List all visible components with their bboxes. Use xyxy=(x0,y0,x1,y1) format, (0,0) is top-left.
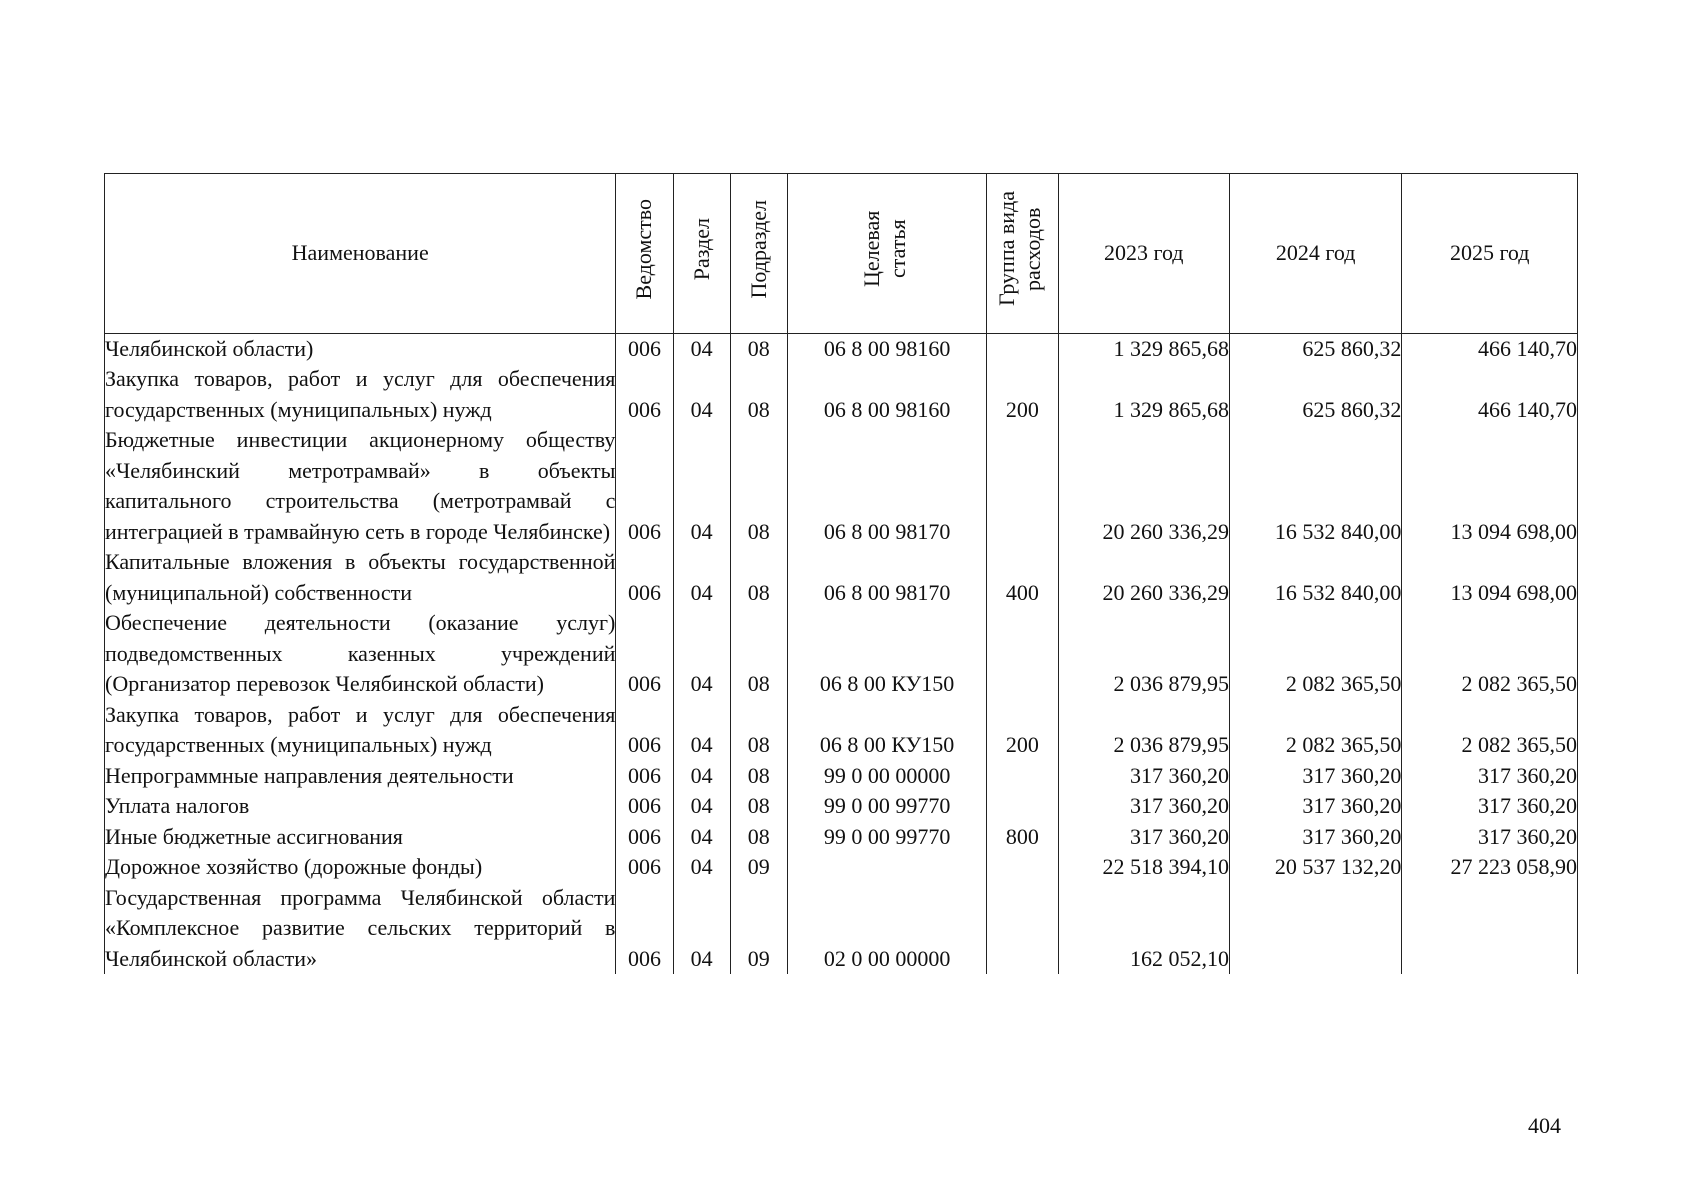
row-dept: 006 xyxy=(616,852,673,883)
row-section: 04 xyxy=(673,608,730,700)
header-dept: Ведомство xyxy=(616,174,673,334)
row-name: Государственная программа Челябинской области «Комплексное развитие сельских территорий в Челябинской области» xyxy=(105,883,616,975)
row-subsection: 08 xyxy=(730,333,787,364)
row-target: 06 8 00 КУ150 xyxy=(787,608,987,700)
budget-table xyxy=(104,173,1578,974)
row-amount-2023: 1 329 865,68 xyxy=(1058,333,1229,364)
row-amount-2023: 317 360,20 xyxy=(1058,791,1229,822)
row-expense-group: 200 xyxy=(987,364,1058,425)
row-amount-2024: 625 860,32 xyxy=(1229,333,1401,364)
row-dept: 006 xyxy=(616,822,673,853)
row-dept: 006 xyxy=(616,761,673,792)
row-dept: 006 xyxy=(616,364,673,425)
row-name: Челябинской области) xyxy=(105,333,616,364)
row-expense-group xyxy=(987,425,1058,547)
table-row xyxy=(105,608,1578,700)
table-row xyxy=(105,364,1578,425)
table-header-row xyxy=(105,174,1578,334)
row-expense-group: 400 xyxy=(987,547,1058,608)
row-amount-2023: 20 260 336,29 xyxy=(1058,547,1229,608)
row-name: Непрограммные направления деятельности xyxy=(105,761,616,792)
row-amount-2025: 317 360,20 xyxy=(1402,822,1578,853)
row-amount-2025: 317 360,20 xyxy=(1402,791,1578,822)
row-amount-2023: 317 360,20 xyxy=(1058,822,1229,853)
table-row xyxy=(105,761,1578,792)
header-2025: 2025 год xyxy=(1402,174,1578,334)
table-row xyxy=(105,822,1578,853)
row-amount-2023: 1 329 865,68 xyxy=(1058,364,1229,425)
header-name: Наименование xyxy=(105,174,616,334)
header-target: Целевая статья xyxy=(787,174,987,334)
row-dept: 006 xyxy=(616,883,673,975)
row-amount-2025: 317 360,20 xyxy=(1402,761,1578,792)
row-amount-2024: 2 082 365,50 xyxy=(1229,608,1401,700)
row-expense-group xyxy=(987,608,1058,700)
row-section: 04 xyxy=(673,761,730,792)
row-amount-2025: 466 140,70 xyxy=(1402,364,1578,425)
table-row xyxy=(105,883,1578,975)
row-dept: 006 xyxy=(616,791,673,822)
row-amount-2025: 27 223 058,90 xyxy=(1402,852,1578,883)
row-expense-group: 800 xyxy=(987,822,1058,853)
row-amount-2023: 317 360,20 xyxy=(1058,761,1229,792)
row-name: Иные бюджетные ассигнования xyxy=(105,822,616,853)
table-row xyxy=(105,791,1578,822)
row-target: 02 0 00 00000 xyxy=(787,883,987,975)
row-expense-group: 200 xyxy=(987,700,1058,761)
row-target: 06 8 00 98170 xyxy=(787,425,987,547)
header-expense-group: Группа вида расходов xyxy=(987,174,1058,334)
table-body xyxy=(105,333,1578,974)
table-row xyxy=(105,425,1578,547)
row-subsection: 08 xyxy=(730,425,787,547)
row-subsection: 08 xyxy=(730,700,787,761)
row-amount-2023: 162 052,10 xyxy=(1058,883,1229,975)
table-row xyxy=(105,700,1578,761)
row-target: 99 0 00 00000 xyxy=(787,761,987,792)
row-target: 99 0 00 99770 xyxy=(787,791,987,822)
row-name: Закупка товаров, работ и услуг для обеспечения государственных (муниципальных) нужд xyxy=(105,364,616,425)
row-section: 04 xyxy=(673,883,730,975)
row-subsection: 08 xyxy=(730,547,787,608)
row-amount-2024 xyxy=(1229,883,1401,975)
row-dept: 006 xyxy=(616,700,673,761)
row-section: 04 xyxy=(673,364,730,425)
row-subsection: 09 xyxy=(730,883,787,975)
row-target: 99 0 00 99770 xyxy=(787,822,987,853)
table-row xyxy=(105,852,1578,883)
row-amount-2023: 2 036 879,95 xyxy=(1058,608,1229,700)
row-section: 04 xyxy=(673,822,730,853)
row-subsection: 08 xyxy=(730,822,787,853)
row-amount-2024: 317 360,20 xyxy=(1229,791,1401,822)
row-section: 04 xyxy=(673,425,730,547)
row-amount-2023: 20 260 336,29 xyxy=(1058,425,1229,547)
page-number: 404 xyxy=(1528,1113,1561,1138)
row-dept: 006 xyxy=(616,608,673,700)
header-2023: 2023 год xyxy=(1058,174,1229,334)
row-dept: 006 xyxy=(616,425,673,547)
row-target: 06 8 00 КУ150 xyxy=(787,700,987,761)
row-name: Дорожное хозяйство (дорожные фонды) xyxy=(105,852,616,883)
row-name: Закупка товаров, работ и услуг для обеспечения государственных (муниципальных) нужд xyxy=(105,700,616,761)
row-amount-2023: 2 036 879,95 xyxy=(1058,700,1229,761)
row-target: 06 8 00 98170 xyxy=(787,547,987,608)
row-name: Бюджетные инвестиции акционерному обществу «Челябинский метротрамвай» в объекты капитального строительства (метротрамвай с интеграцией в трамвайную сеть в городе Челябинске) xyxy=(105,425,616,547)
row-amount-2025: 13 094 698,00 xyxy=(1402,425,1578,547)
row-section: 04 xyxy=(673,547,730,608)
row-amount-2025: 466 140,70 xyxy=(1402,333,1578,364)
row-name: Капитальные вложения в объекты государственной (муниципальной) собственности xyxy=(105,547,616,608)
header-subsection: Подраздел xyxy=(730,174,787,334)
row-amount-2025: 2 082 365,50 xyxy=(1402,608,1578,700)
row-amount-2025 xyxy=(1402,883,1578,975)
row-dept: 006 xyxy=(616,333,673,364)
row-name: Уплата налогов xyxy=(105,791,616,822)
row-amount-2024: 317 360,20 xyxy=(1229,761,1401,792)
row-subsection: 09 xyxy=(730,852,787,883)
row-expense-group xyxy=(987,852,1058,883)
row-subsection: 08 xyxy=(730,364,787,425)
row-amount-2024: 16 532 840,00 xyxy=(1229,425,1401,547)
row-amount-2024: 20 537 132,20 xyxy=(1229,852,1401,883)
row-expense-group xyxy=(987,761,1058,792)
row-target: 06 8 00 98160 xyxy=(787,333,987,364)
row-expense-group xyxy=(987,333,1058,364)
row-amount-2024: 2 082 365,50 xyxy=(1229,700,1401,761)
row-amount-2025: 2 082 365,50 xyxy=(1402,700,1578,761)
row-amount-2024: 16 532 840,00 xyxy=(1229,547,1401,608)
row-subsection: 08 xyxy=(730,761,787,792)
table-row xyxy=(105,333,1578,364)
row-dept: 006 xyxy=(616,547,673,608)
row-section: 04 xyxy=(673,791,730,822)
row-target: 06 8 00 98160 xyxy=(787,364,987,425)
table-row xyxy=(105,547,1578,608)
row-amount-2024: 317 360,20 xyxy=(1229,822,1401,853)
row-amount-2025: 13 094 698,00 xyxy=(1402,547,1578,608)
header-section: Раздел xyxy=(673,174,730,334)
header-2024: 2024 год xyxy=(1229,174,1401,334)
row-subsection: 08 xyxy=(730,791,787,822)
row-name: Обеспечение деятельности (оказание услуг) подведомственных казенных учреждений (Организатор перевозок Челябинской области) xyxy=(105,608,616,700)
row-expense-group xyxy=(987,883,1058,975)
row-section: 04 xyxy=(673,700,730,761)
row-amount-2023: 22 518 394,10 xyxy=(1058,852,1229,883)
row-amount-2024: 625 860,32 xyxy=(1229,364,1401,425)
row-section: 04 xyxy=(673,333,730,364)
row-expense-group xyxy=(987,791,1058,822)
row-section: 04 xyxy=(673,852,730,883)
row-target xyxy=(787,852,987,883)
row-subsection: 08 xyxy=(730,608,787,700)
